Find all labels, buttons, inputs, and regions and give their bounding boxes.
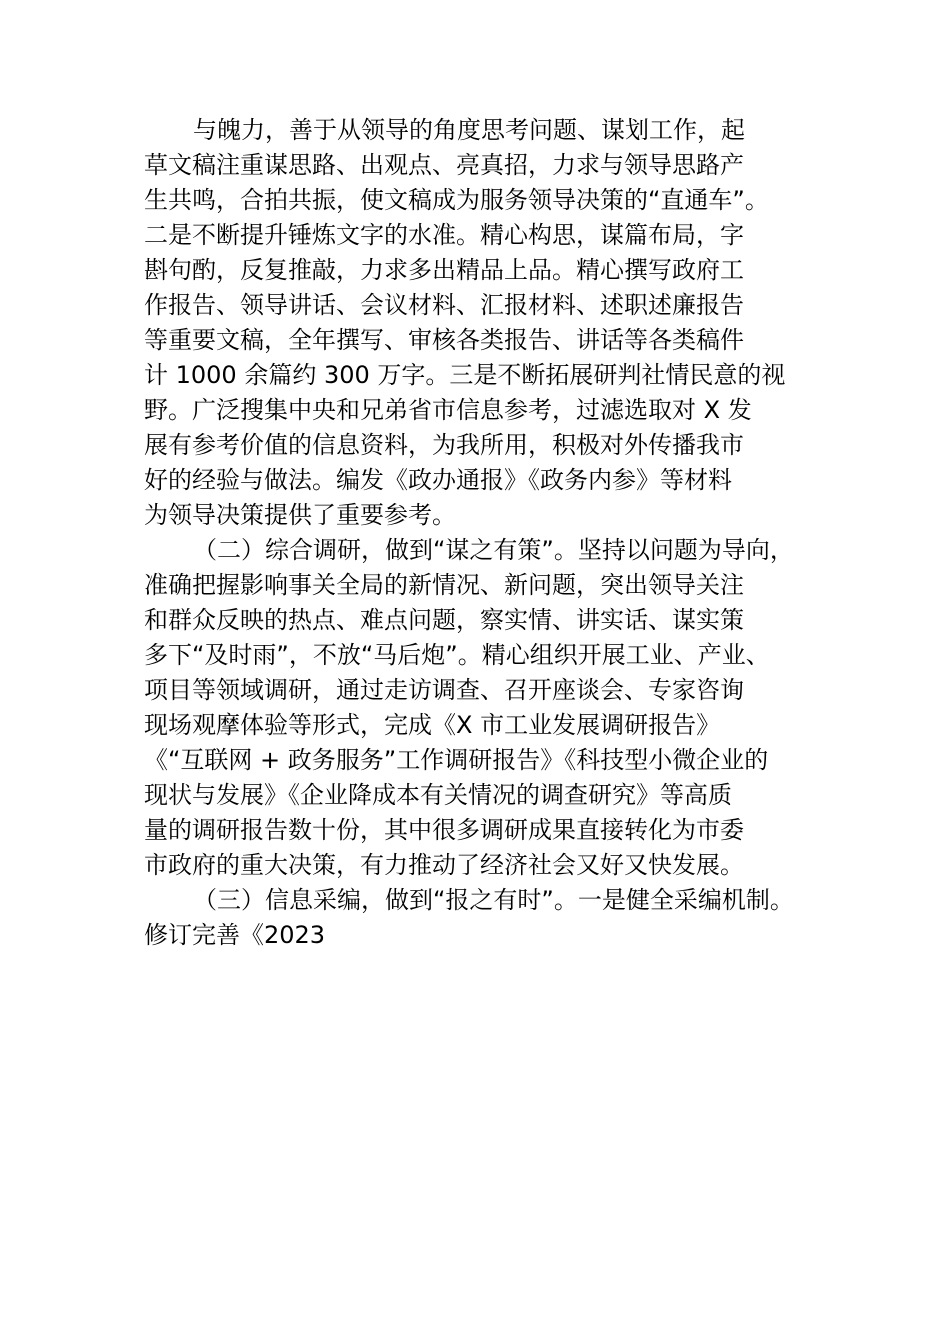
text-line-24: 修订完善《2023 (144, 921, 326, 949)
text-line-3: 生共鸣，合拍共振，使文稿成为服务领导决策的“直通车”。 (144, 186, 769, 214)
text-line-2: 草文稿注重谋思路、出观点、亮真招，力求与领导思路产 (144, 151, 744, 179)
text-line-5: 斟句酌，反复推敲，力求多出精品上品。精心撰写政府工 (144, 256, 744, 284)
text-line-10: 展有参考价值的信息资料，为我所用，积极对外传播我市 (144, 431, 744, 459)
text-line-15: 和群众反映的热点、难点问题，察实情、讲实话、谋实策 (144, 606, 744, 634)
text-line-17: 项目等领域调研，通过走访调查、召开座谈会、专家咨询 (144, 676, 744, 704)
text-line-11: 好的经验与做法。编发《政办通报》《政务内参》等材料 (144, 466, 732, 494)
text-line-13: （二）综合调研，做到“谋之有策”。坚持以问题为导向， (193, 536, 794, 564)
text-line-18: 现场观摩体验等形式，完成《X 市工业发展调研报告》 (144, 711, 721, 739)
text-line-9: 野。广泛搜集中央和兄弟省市信息参考，过滤选取对 X 发 (144, 396, 752, 424)
text-line-12: 为领导决策提供了重要参考。 (144, 501, 456, 529)
text-line-21: 量的调研报告数十份，其中很多调研成果直接转化为市委 (144, 816, 744, 844)
text-line-22: 市政府的重大决策，有力推动了经济社会又好又快发展。 (144, 851, 744, 879)
text-line-20: 现状与发展》《企业降成本有关情况的调查研究》等高质 (144, 781, 732, 809)
text-line-16: 多下“及时雨”，不放“马后炮”。精心组织开展工业、产业、 (144, 641, 770, 669)
text-line-7: 等重要文稿，全年撰写、审核各类报告、讲话等各类稿件 (144, 326, 744, 354)
text-line-23: （三）信息采编，做到“报之有时”。一是健全采编机制。 (193, 886, 794, 914)
text-line-4: 二是不断提升锤炼文字的水准。精心构思，谋篇布局，字 (144, 221, 744, 249)
text-line-14: 准确把握影响事关全局的新情况、新问题，突出领导关注 (144, 571, 744, 599)
text-line-6: 作报告、领导讲话、会议材料、汇报材料、述职述廉报告 (144, 291, 744, 319)
text-line-19: 《“互联网 + 政务服务”工作调研报告》《科技型小微企业的 (144, 746, 769, 774)
text-line-8: 计 1000 余篇约 300 万字。三是不断拓展研判社情民意的视 (144, 361, 786, 389)
text-line-1: 与魄力，善于从领导的角度思考问题、谋划工作，起 (193, 116, 745, 144)
